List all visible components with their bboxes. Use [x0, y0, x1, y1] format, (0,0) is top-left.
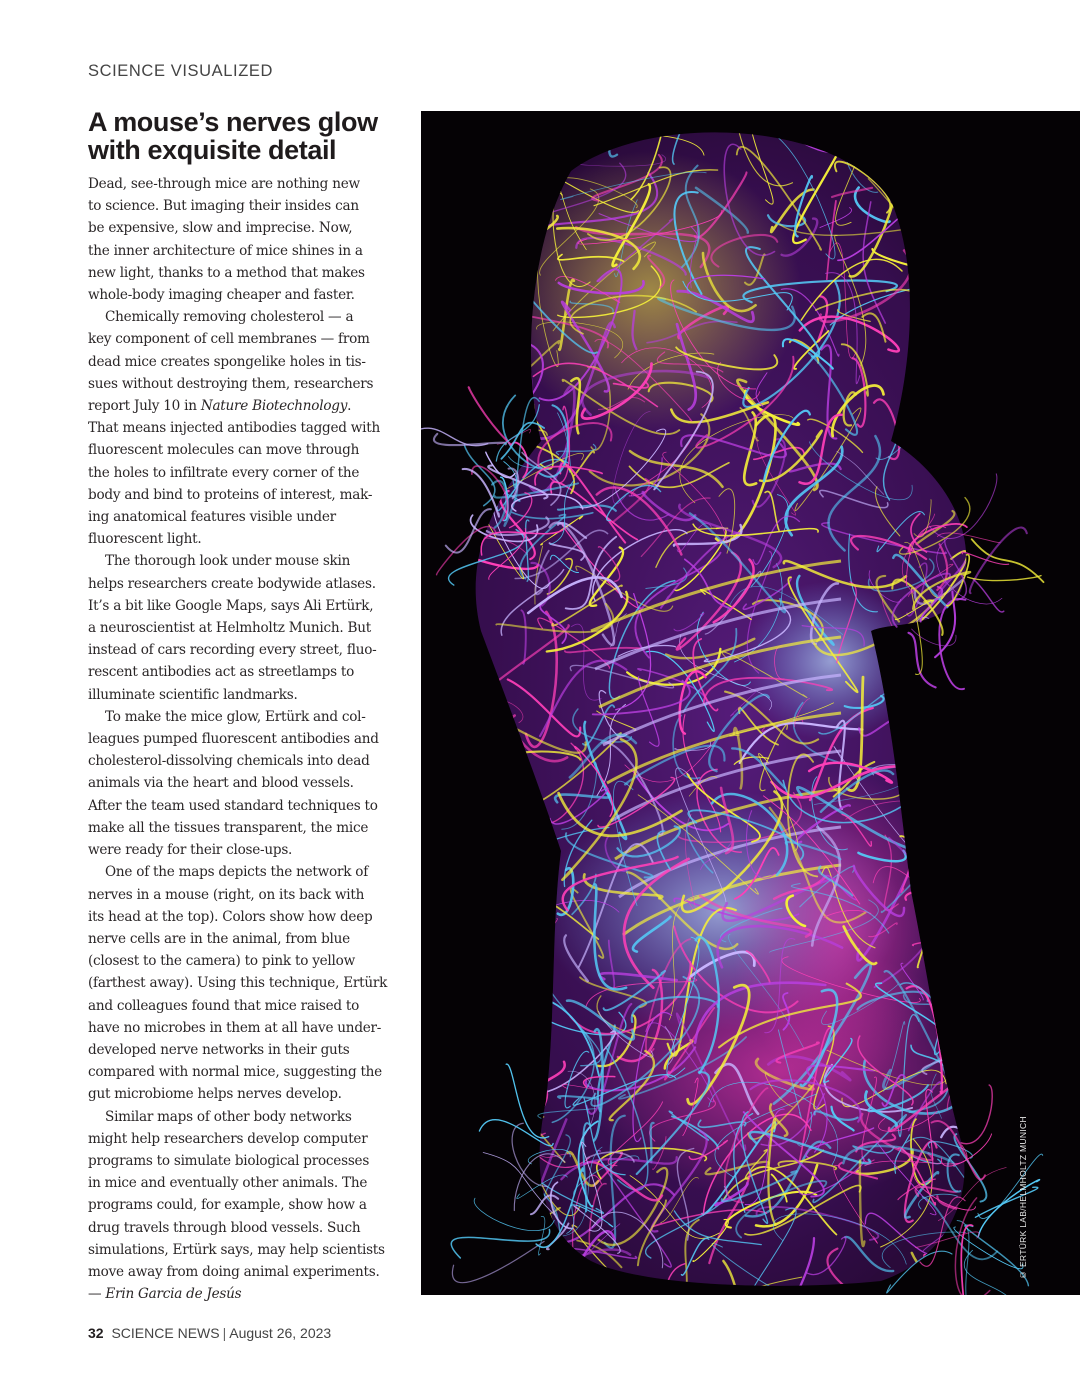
- article-line: [88, 262, 403, 284]
- article-line: [88, 995, 403, 1017]
- article-line: [88, 240, 403, 262]
- line-text: (closest to the camera) to pink to yellow: [88, 953, 355, 970]
- footer-separator: |: [222, 1325, 227, 1341]
- article-line: [88, 928, 403, 950]
- line-text: and colleagues found that mice raised to: [88, 997, 360, 1014]
- line-text: leagues pumped fluorescent antibodies and: [88, 731, 379, 748]
- article-line: [88, 884, 403, 906]
- article-line: [88, 795, 403, 817]
- line-text: move away from doing animal experiments.: [88, 1263, 380, 1280]
- line-text: drug travels through blood vessels. Such: [88, 1219, 361, 1236]
- line-text: The thorough look under mouse skin: [105, 553, 351, 570]
- line-text: in mice and eventually other animals. The: [88, 1175, 368, 1192]
- line-text: developed nerve networks in their guts: [88, 1041, 350, 1058]
- line-text: illuminate scientific landmarks.: [88, 686, 298, 703]
- issue-date: August 26, 2023: [229, 1325, 332, 1341]
- line-text: the inner architecture of mice shines in a: [88, 242, 363, 259]
- article-line: [88, 1106, 403, 1128]
- article-line: [88, 573, 403, 595]
- article-body: [88, 173, 403, 1305]
- line-text: To make the mice glow, Ertürk and col-: [105, 708, 366, 725]
- article-line: [88, 1217, 403, 1239]
- line-text: fluorescent light.: [88, 531, 202, 548]
- article-line: [88, 506, 403, 528]
- line-text: gut microbiome helps nerves develop.: [88, 1086, 342, 1103]
- line-text: Dead, see-through mice are nothing new: [88, 176, 360, 192]
- article-line: [88, 1283, 403, 1305]
- line-text: Similar maps of other body networks: [105, 1108, 352, 1125]
- line-text: One of the maps depicts the network of: [105, 864, 368, 881]
- line-text: sues without destroying them, researchers: [88, 375, 374, 392]
- article-line: [88, 684, 403, 706]
- article-line: [88, 595, 403, 617]
- line-text: compared with normal mice, suggesting the: [88, 1064, 382, 1081]
- line-text: nerves in a mouse (right, on its back with: [88, 886, 365, 903]
- line-text: It’s a bit like Google Maps, says Ali Ertürk,: [88, 597, 374, 614]
- line-text: After the team used standard techniques to: [88, 797, 378, 814]
- fluorescent-mouse-image: [421, 111, 1080, 1295]
- line-text: ing anatomical features visible under: [88, 509, 336, 526]
- line-text: the holes to infiltrate every corner of the: [88, 464, 360, 481]
- article-line: [88, 1261, 403, 1283]
- line-text: were ready for their close-ups.: [88, 842, 293, 859]
- article-line: [88, 839, 403, 861]
- headline-line-2: with exquisite detail: [88, 135, 337, 165]
- line-text: programs could, for example, show how a: [88, 1197, 367, 1214]
- line-text: rescent antibodies act as streetlamps to: [88, 664, 355, 681]
- article-line: [88, 750, 403, 772]
- article-line: [88, 373, 403, 395]
- article-line: [88, 284, 403, 306]
- line-text-after: .: [347, 398, 352, 415]
- article-line: [88, 439, 403, 461]
- publication-name: SCIENCE NEWS: [111, 1325, 220, 1341]
- article-line: [88, 351, 403, 373]
- article-line: [88, 1017, 403, 1039]
- line-text: (farthest away). Using this technique, Ertürk: [88, 975, 388, 992]
- article-line: [88, 173, 403, 195]
- line-text: nerve cells are in the animal, from blue: [88, 930, 350, 947]
- article-line: [88, 906, 403, 928]
- line-text: new light, thanks to a method that makes: [88, 264, 365, 281]
- headline: [88, 108, 418, 164]
- article-line: [88, 417, 403, 439]
- line-text: Chemically removing cholesterol — a: [105, 309, 354, 326]
- article-line: [88, 1039, 403, 1061]
- line-text: simulations, Ertürk says, may help scientists: [88, 1241, 385, 1258]
- headline-line-1: A mouse’s nerves glow: [88, 107, 378, 137]
- article-line: [88, 772, 403, 794]
- line-text: make all the tissues transparent, the mice: [88, 819, 369, 836]
- article-line: [88, 395, 403, 417]
- article-line: [88, 328, 403, 350]
- line-text: programs to simulate biological processes: [88, 1152, 370, 1169]
- photo-credit: © ERTÜRK LAB/HELMHOLTZ MUNICH: [1018, 1116, 1028, 1280]
- article-line: [88, 1061, 403, 1083]
- page-number: 32: [88, 1325, 104, 1341]
- line-text: have no microbes in them at all have under-: [88, 1019, 382, 1036]
- line-text: report July 10 in: [88, 398, 201, 415]
- line-text: instead of cars recording every street, fluo-: [88, 642, 377, 659]
- article-line: [88, 195, 403, 217]
- article-line: [88, 661, 403, 683]
- line-text: to science. But imaging their insides can: [88, 198, 359, 215]
- article-line: [88, 1194, 403, 1216]
- line-text: cholesterol-dissolving chemicals into dead: [88, 753, 370, 770]
- article-line: [88, 1172, 403, 1194]
- article-line: [88, 528, 403, 550]
- line-text: That means injected antibodies tagged with: [88, 420, 380, 437]
- italic-text: Erin Garcia de Jesús: [105, 1286, 242, 1303]
- article-line: [88, 617, 403, 639]
- italic-text: Nature Biotechnology: [200, 398, 348, 415]
- article-line: [88, 706, 403, 728]
- line-text: helps researchers create bodywide atlases.: [88, 575, 376, 592]
- page-footer: [88, 1325, 331, 1341]
- line-text: dead mice creates spongelike holes in tis-: [88, 353, 366, 370]
- article-line: [88, 306, 403, 328]
- article-line: [88, 484, 403, 506]
- line-text: fluorescent molecules can move through: [88, 442, 360, 459]
- line-text: body and bind to proteins of interest, mak-: [88, 486, 373, 503]
- line-text: be expensive, slow and imprecise. Now,: [88, 220, 353, 237]
- article-line: [88, 972, 403, 994]
- article-line: [88, 1128, 403, 1150]
- line-text: its head at the top). Colors show how deep: [88, 908, 373, 925]
- article-line: [88, 462, 403, 484]
- line-text: animals via the heart and blood vessels.: [88, 775, 354, 792]
- line-text: a neuroscientist at Helmholtz Munich. But: [88, 620, 371, 637]
- mouse-nerve-photo: [421, 111, 1080, 1295]
- article-line: [88, 1083, 403, 1105]
- line-text: might help researchers develop computer: [88, 1130, 368, 1147]
- line-text: —: [88, 1286, 106, 1303]
- article-line: [88, 639, 403, 661]
- article-line: [88, 1150, 403, 1172]
- article-line: [88, 550, 403, 572]
- line-text: key component of cell membranes — from: [88, 331, 370, 348]
- article-line: [88, 861, 403, 883]
- article-line: [88, 950, 403, 972]
- article-line: [88, 1239, 403, 1261]
- article-line: [88, 817, 403, 839]
- article-line: [88, 728, 403, 750]
- section-label: SCIENCE VISUALIZED: [88, 62, 274, 80]
- article-line: [88, 217, 403, 239]
- line-text: whole-body imaging cheaper and faster.: [88, 287, 355, 304]
